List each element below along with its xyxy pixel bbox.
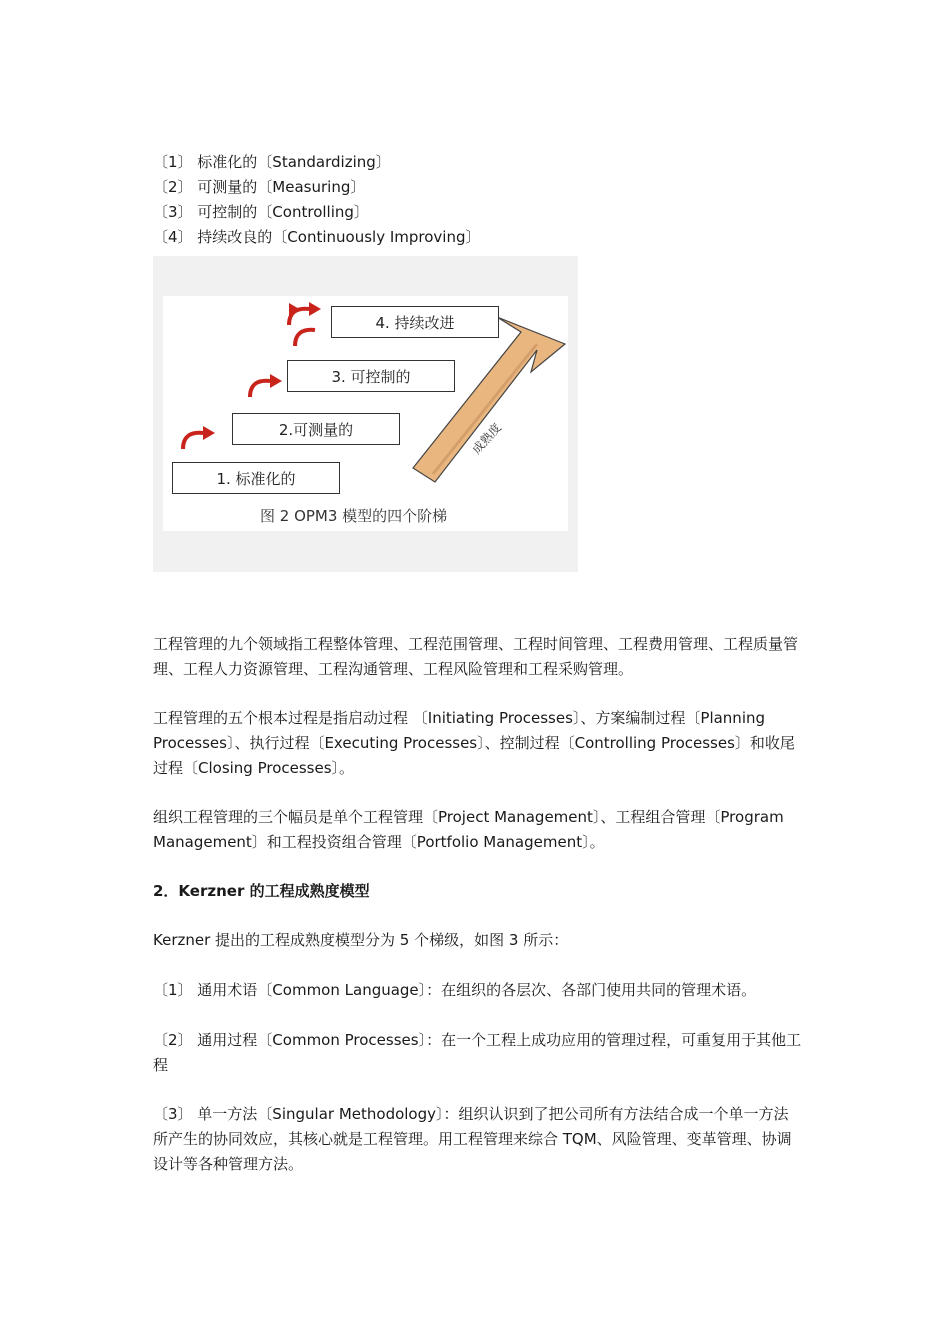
paragraph-five-processes: 工程管理的五个根本过程是指启动过程 〔Initiating Processes〕、方案编制过程〔Planning Processes〕、执行过程〔Executing Processes〕、控制过程〔Controlling Processes〕和收尾过程〔Closing Processes〕。 — [153, 709, 795, 777]
paragraph-kerzner-intro: Kerzner 提出的工程成熟度模型分为 5 个梯级，如图 3 所示： — [153, 931, 569, 949]
list-item: 〔3〕 可控制的〔Controlling〕 — [153, 203, 369, 221]
step-2-box: 2.可测量的 — [232, 413, 400, 445]
maturity-arrow-shape — [413, 317, 565, 482]
document-page — [153, 150, 803, 1177]
figure-canvas — [163, 296, 568, 531]
paragraph-nine-areas: 工程管理的九个领域指工程整体管理、工程范围管理、工程时间管理、工程费用管理、工程质量管理、工程人力资源管理、工程沟通管理、工程风险管理和工程采购管理。 — [153, 635, 799, 678]
paragraph-common-language: 〔1〕 通用术语〔Common Language〕：在组织的各层次、各部门使用共同的管理术语。 — [153, 981, 757, 999]
step-1-box: 1. 标准化的 — [172, 462, 340, 494]
maturity-levels-list — [153, 150, 803, 250]
list-item: 〔4〕 持续改良的〔Continuously Improving〕 — [153, 228, 481, 246]
step-3-box: 3. 可控制的 — [287, 360, 455, 392]
list-item: 〔1〕 标准化的〔Standardizing〕 — [153, 153, 391, 171]
opm3-figure — [153, 256, 578, 572]
figure-caption: 图 2 OPM3 模型的四个阶梯 — [260, 507, 448, 525]
maturity-label: 成熟度 — [469, 420, 504, 457]
section-heading: 2．Kerzner 的工程成熟度模型 — [153, 882, 370, 900]
paragraph-common-processes: 〔2〕 通用过程〔Common Processes〕：在一个工程上成功应用的管理过程，可重复用于其他工程 — [153, 1031, 802, 1074]
list-item: 〔2〕 可测量的〔Measuring〕 — [153, 178, 366, 196]
paragraph-singular-methodology: 〔3〕 单一方法〔Singular Methodology〕：组织认识到了把公司所有方法结合成一个单一方法所产生的协同效应，其核心就是工程管理。用工程管理来综合 TQM、风险管理、变革管理、协调设计等各种管理方法。 — [153, 1105, 792, 1173]
step-4-box: 4. 持续改进 — [331, 306, 499, 338]
paragraph-three-dimensions: 组织工程管理的三个幅员是单个工程管理〔Project Management〕、工程组合管理〔Program Management〕和工程投资组合管理〔Portfolio Management〕。 — [153, 808, 784, 851]
